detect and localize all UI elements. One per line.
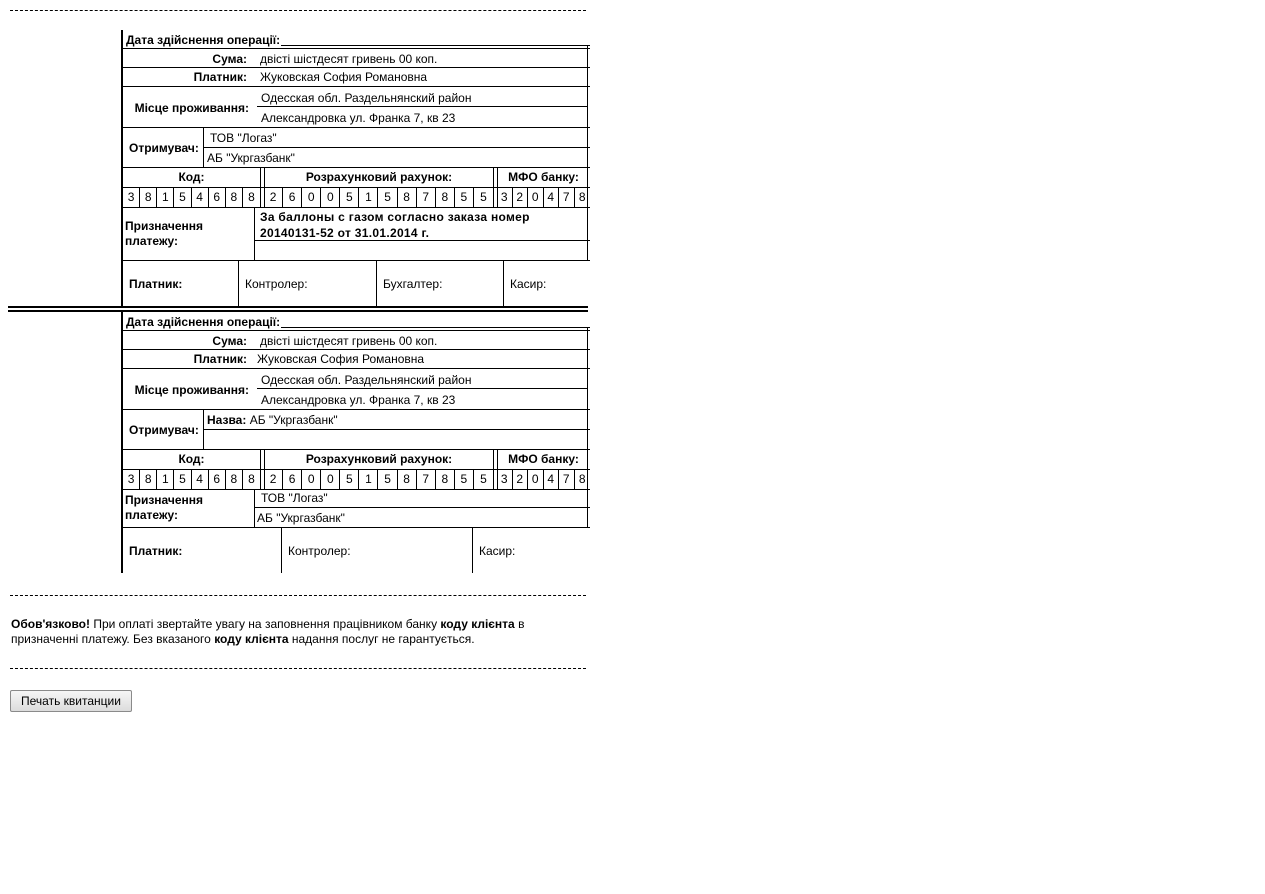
sign-accountant: Бухгалтер: bbox=[383, 277, 443, 291]
recipient-label: Отримувач: bbox=[129, 423, 199, 437]
receipt-notice bbox=[121, 30, 590, 306]
address-line2: Александровка ул. Франка 7, кв 23 bbox=[261, 111, 456, 125]
digit-cell: 1 bbox=[157, 187, 174, 207]
purpose-value: За баллоны с газом согласно заказа номер 20140131-52 от 31.01.2014 г. bbox=[260, 210, 530, 240]
digit-cell: 7 bbox=[417, 187, 436, 207]
digit-cell: 8 bbox=[436, 469, 455, 489]
digit-cell: 2 bbox=[264, 469, 283, 489]
date-line bbox=[281, 45, 590, 46]
purpose-label: Призначення платежу: bbox=[125, 493, 204, 522]
recipient-line2: АБ "Укргазбанк" bbox=[207, 151, 295, 165]
digit-cell: 7 bbox=[559, 187, 575, 207]
digit-cell: 6 bbox=[283, 187, 302, 207]
date-label: Дата здійснення операції: bbox=[126, 33, 281, 47]
print-receipt-button[interactable]: Печать квитанции bbox=[10, 690, 132, 712]
digit-cell: 8 bbox=[140, 187, 157, 207]
sign-controller: Контролер: bbox=[288, 544, 351, 558]
date-label: Дата здійснення операції: bbox=[126, 315, 281, 329]
digit-cell: 6 bbox=[209, 469, 226, 489]
digit-cell: 2 bbox=[513, 469, 529, 489]
digit-cell: 8 bbox=[226, 187, 243, 207]
code-label: Код: bbox=[178, 452, 205, 466]
digit-cell: 8 bbox=[398, 469, 417, 489]
residence-label: Місце проживання: bbox=[134, 101, 249, 115]
digit-cell: 8 bbox=[248, 472, 255, 486]
digit-cell: 7 bbox=[417, 469, 436, 489]
mfo-digits bbox=[497, 187, 590, 207]
code-label: Код: bbox=[178, 170, 205, 184]
digit-cell: 5 bbox=[480, 472, 487, 486]
mfo-digits bbox=[497, 469, 590, 489]
digit-cell: 5 bbox=[379, 187, 398, 207]
digit-cell: 6 bbox=[209, 187, 226, 207]
digit-cell: 4 bbox=[192, 469, 209, 489]
payment-notice: Обов'язково! При оплаті звертайте увагу на заповнення працівником банку коду клієнта в призначенні платежу. Без вказаного коду клієнта надання послуг не гарантується. bbox=[11, 617, 525, 646]
sum-value: двісті шістдесят гривень 00 коп. bbox=[260, 52, 438, 66]
digit-cell: 8 bbox=[578, 190, 586, 204]
digit-cell: 5 bbox=[174, 469, 191, 489]
purpose-label: Призначення платежу: bbox=[125, 219, 204, 248]
digit-cell: 5 bbox=[455, 469, 474, 489]
digit-cell: 3 bbox=[123, 469, 140, 489]
digit-cell: 3 bbox=[497, 187, 513, 207]
sum-label: Сума: bbox=[212, 52, 247, 66]
bottom-dashed-divider bbox=[10, 668, 586, 669]
digit-cell: 8 bbox=[578, 472, 586, 486]
digit-cell: 2 bbox=[513, 187, 529, 207]
digit-cell: 0 bbox=[321, 469, 340, 489]
payer-value: Жуковская София Романовна bbox=[257, 352, 425, 366]
digit-cell: 8 bbox=[226, 469, 243, 489]
digit-cell: 5 bbox=[379, 469, 398, 489]
purpose-line1: ТОВ "Логаз" bbox=[261, 491, 328, 505]
recipient-name bbox=[207, 413, 507, 427]
digit-cell: 8 bbox=[398, 187, 417, 207]
residence-label: Місце проживання: bbox=[134, 383, 249, 397]
digit-cell: 5 bbox=[340, 469, 359, 489]
middle-dashed-divider bbox=[10, 595, 586, 596]
digit-cell: 5 bbox=[340, 187, 359, 207]
name-value: АБ "Укргазбанк" bbox=[249, 413, 338, 427]
digit-cell: 8 bbox=[140, 469, 157, 489]
digit-cell: 2 bbox=[264, 187, 283, 207]
name-label: Назва: bbox=[207, 413, 247, 427]
account-label: Розрахунковий рахунок: bbox=[305, 170, 453, 184]
digit-cell: 3 bbox=[123, 187, 140, 207]
sign-payer: Платник: bbox=[129, 544, 183, 558]
digit-cell: 0 bbox=[302, 187, 321, 207]
digit-cell: 8 bbox=[436, 187, 455, 207]
digit-cell: 1 bbox=[157, 469, 174, 489]
address-line1: Одесская обл. Раздельнянский район bbox=[261, 373, 472, 387]
notice-emphasis: Обов'язково! bbox=[11, 617, 90, 631]
account-digits bbox=[264, 469, 493, 489]
address-line2: Александровка ул. Франка 7, кв 23 bbox=[261, 393, 456, 407]
digit-cell: 1 bbox=[359, 469, 378, 489]
mfo-label: МФО банку: bbox=[508, 452, 579, 466]
payer-label: Платник: bbox=[193, 70, 247, 84]
digit-cell: 0 bbox=[528, 187, 544, 207]
address-line1: Одесская обл. Раздельнянский район bbox=[261, 91, 472, 105]
account-digits bbox=[264, 187, 493, 207]
code-digits bbox=[123, 187, 260, 207]
payer-value: Жуковская София Романовна bbox=[260, 70, 428, 84]
sign-cashier: Касир: bbox=[510, 277, 547, 291]
cut-line bbox=[8, 306, 588, 308]
sign-payer: Платник: bbox=[129, 277, 183, 291]
digit-cell: 5 bbox=[174, 187, 191, 207]
account-label: Розрахунковий рахунок: bbox=[305, 452, 453, 466]
receipt-quittance bbox=[121, 312, 590, 573]
top-dashed-divider bbox=[10, 10, 586, 11]
sum-value: двісті шістдесят гривень 00 коп. bbox=[260, 334, 438, 348]
digit-cell: 4 bbox=[544, 187, 560, 207]
digit-cell: 5 bbox=[480, 190, 487, 204]
digit-cell: 0 bbox=[302, 469, 321, 489]
mfo-label: МФО банку: bbox=[508, 170, 579, 184]
digit-cell: 4 bbox=[192, 187, 209, 207]
digit-cell: 0 bbox=[528, 469, 544, 489]
code-digits bbox=[123, 469, 260, 489]
digit-cell: 4 bbox=[544, 469, 560, 489]
sign-cashier: Касир: bbox=[479, 544, 516, 558]
sign-controller: Контролер: bbox=[245, 277, 308, 291]
digit-cell: 6 bbox=[283, 469, 302, 489]
purpose-line2: АБ "Укргазбанк" bbox=[257, 511, 345, 525]
recipient-label: Отримувач: bbox=[129, 141, 199, 155]
payer-label: Платник: bbox=[193, 352, 247, 366]
digit-cell: 0 bbox=[321, 187, 340, 207]
digit-cell: 1 bbox=[359, 187, 378, 207]
digit-cell: 3 bbox=[497, 469, 513, 489]
digit-cell: 5 bbox=[455, 187, 474, 207]
sum-label: Сума: bbox=[212, 334, 247, 348]
recipient-line1: ТОВ "Логаз" bbox=[210, 131, 277, 145]
digit-cell: 8 bbox=[248, 190, 255, 204]
digit-cell: 7 bbox=[559, 469, 575, 489]
